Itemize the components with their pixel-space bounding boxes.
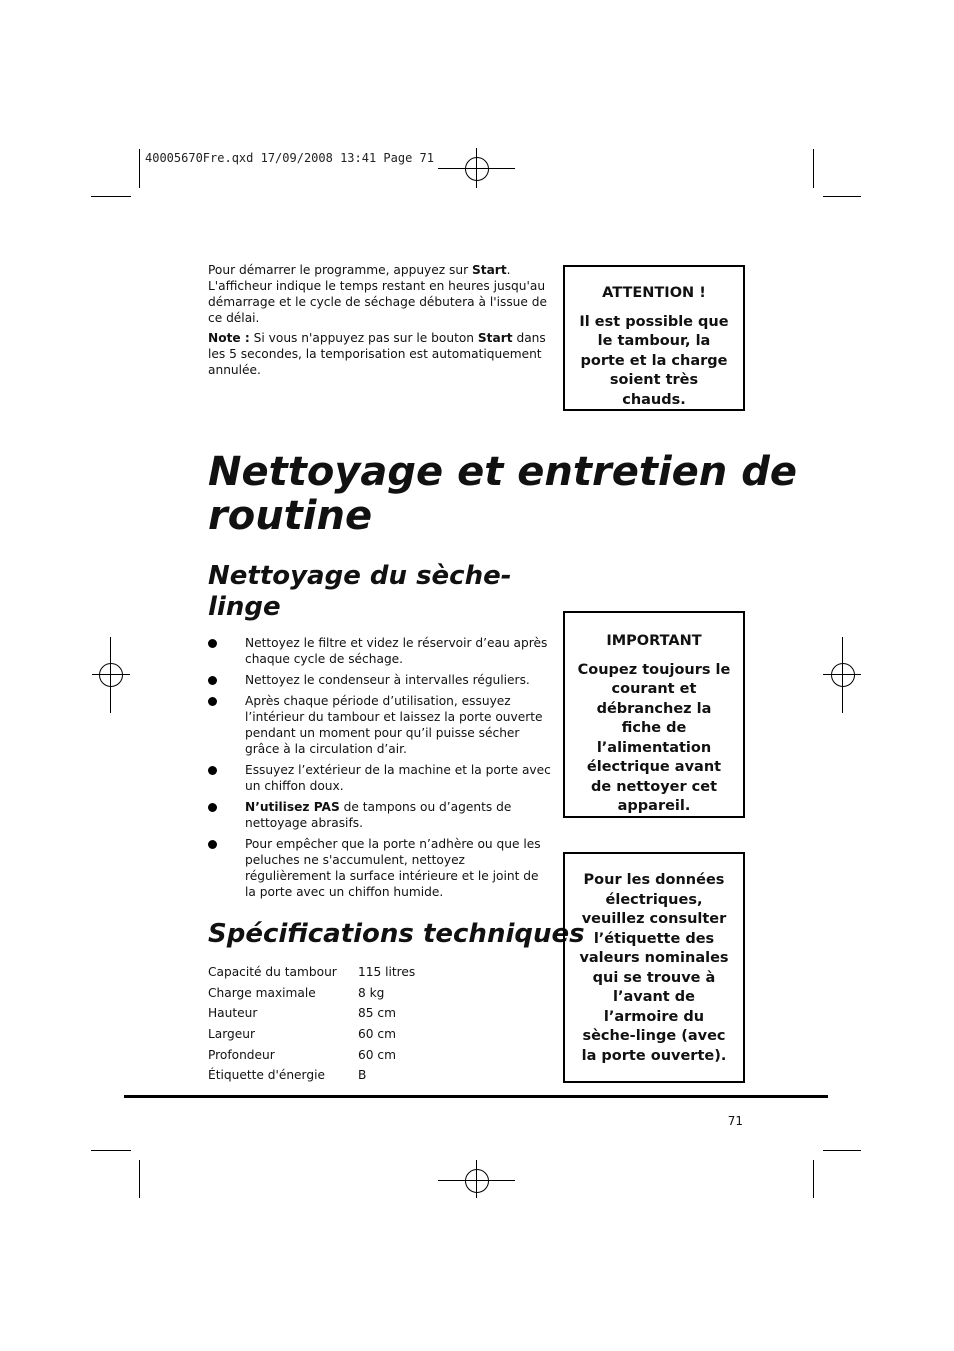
crop-mark	[813, 1160, 814, 1198]
crop-mark	[139, 149, 140, 188]
start-instruction: Pour démarrer le programme, appuyez sur Start. L'afficheur indique le temps restant en heures jusqu'au démarrage et le cycle de séchage débutera à l'issue de ce délai.	[208, 263, 548, 325]
important-heading: IMPORTANT	[606, 633, 702, 649]
bullet-icon	[208, 766, 217, 775]
crop-mark	[813, 149, 814, 188]
list-item: Essuyez l’extérieur de la machine et la porte avec un chiffon doux.	[208, 762, 553, 794]
page-number: 71	[727, 1114, 743, 1128]
list-item: Nettoyez le condenseur à intervalles réguliers.	[208, 672, 553, 688]
important-text: Coupez toujours le courant et débranchez la fiche de l’alimentation électrique avant de nettoyer cet appareil.	[577, 661, 731, 814]
specs-table	[208, 962, 415, 1086]
bullet-icon	[208, 803, 217, 812]
note-paragraph: Note : Si vous n'appuyez pas sur le bouton Start dans les 5 secondes, la temporisation est automatiquement annulée.	[208, 331, 546, 377]
table-row: Hauteur 85 cm	[208, 1006, 396, 1021]
intro-text	[208, 262, 553, 382]
print-slug: 40005670Fre.qxd 17/09/2008 13:41 Page 71	[145, 151, 434, 165]
crop-mark	[823, 1150, 861, 1151]
cleaning-heading: Nettoyage du sèche-linge	[208, 561, 512, 622]
bullet-icon	[208, 697, 217, 706]
attention-text: Il est possible que le tambour, la porte et la charge soient très chauds.	[579, 313, 729, 408]
table-row: Capacité du tambour 115 litres	[208, 965, 416, 980]
table-row: Étiquette d'énergie B	[208, 1068, 367, 1083]
attention-heading: ATTENTION !	[602, 285, 706, 301]
table-row: Charge maximale 8 kg	[208, 985, 385, 1000]
cleaning-list	[208, 635, 553, 905]
list-item: Après chaque période d’utilisation, essuyez l’intérieur du tambour et laissez la porte ouverte pendant un moment pour qu’il puisse sécher grâce à la circulation d’air.	[208, 693, 553, 757]
list-item: Pour empêcher que la porte n’adhère ou que les peluches ne s'accumulent, nettoyez régulièrement la surface intérieure et le joint de la porte avec un chiffon humide.	[208, 836, 553, 900]
table-row: Profondeur 60 cm	[208, 1047, 396, 1062]
attention-box	[563, 265, 745, 411]
bullet-icon	[208, 676, 217, 685]
crop-mark	[91, 196, 131, 197]
important-box	[563, 611, 745, 818]
footer-rule	[124, 1095, 828, 1098]
bullet-icon	[208, 840, 217, 849]
page-title: Nettoyage et entretien de routine	[208, 449, 797, 539]
crop-mark	[139, 1160, 140, 1198]
crop-mark	[91, 1150, 131, 1151]
list-item: N’utilisez PAS de tampons ou d’agents de nettoyage abrasifs.	[208, 799, 553, 831]
crop-mark	[823, 196, 861, 197]
electrical-info-box	[563, 852, 745, 1083]
specs-heading: Spécifications techniques	[208, 919, 585, 949]
electrical-info-text: Pour les données électriques, veuillez consulter l’étiquette des valeurs nominales qui se trouve à l’avant de l’armoire du sèche-linge (avec la porte ouverte).	[579, 872, 729, 1064]
table-row: Largeur 60 cm	[208, 1027, 396, 1042]
bullet-icon	[208, 639, 217, 648]
list-item: Nettoyez le filtre et videz le réservoir d’eau après chaque cycle de séchage.	[208, 635, 553, 667]
